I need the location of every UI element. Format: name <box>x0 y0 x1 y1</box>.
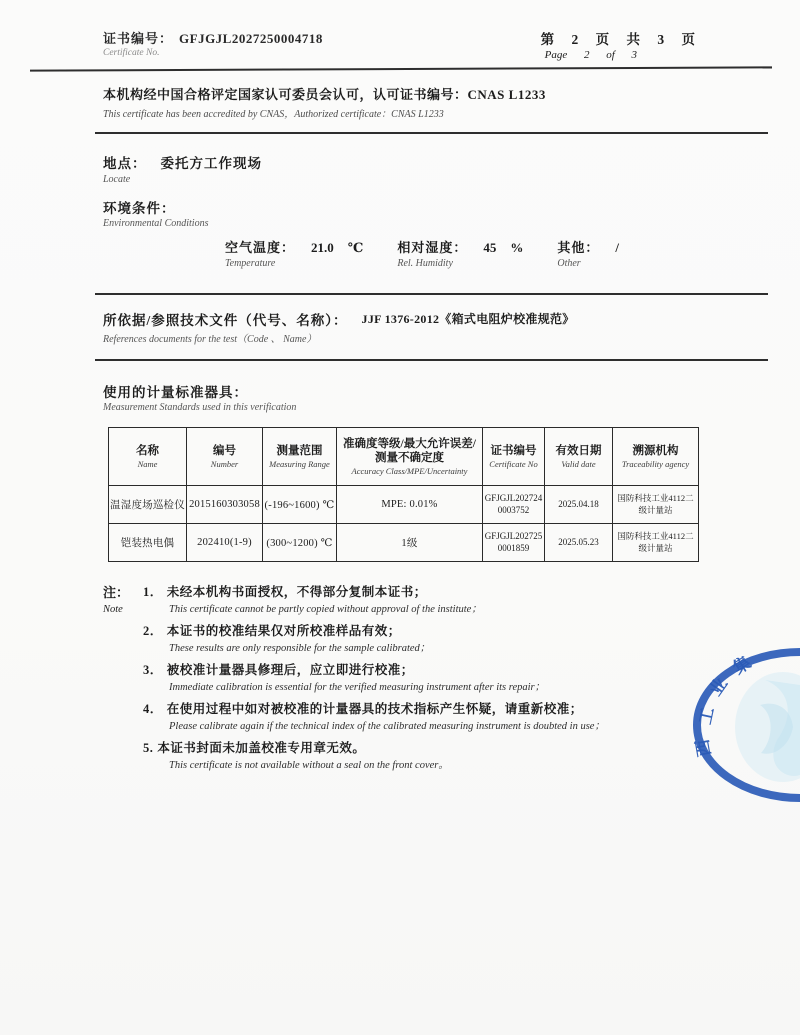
header-measuring-range: 测量范围 Measuring Range <box>263 428 337 486</box>
cell-range: (-196~1600) ℃ <box>263 486 337 524</box>
notes-label-en: Note <box>103 604 123 615</box>
page-header <box>0 28 800 61</box>
humidity-label-en: Rel. Humidity <box>397 258 453 269</box>
temperature-value: 21.0 <box>311 240 334 255</box>
accreditation-block <box>103 84 740 120</box>
header-accuracy: 准确度等级/最大允许误差/测量不确定度 Accuracy Class/MPE/Uncertainty <box>337 428 483 486</box>
note-number: 4． <box>143 702 163 716</box>
cell-number: 2015160303058 <box>187 486 263 524</box>
header-traceability-agency: 溯源机构 Traceability agency <box>613 428 699 486</box>
header-certificate-no: 证书编号 Certificate No <box>483 428 545 486</box>
note-text-en: Please calibrate again if the technical index of the calibrated measuring instrument is doubted in use； <box>169 721 605 732</box>
location-label: 地点： <box>103 156 147 171</box>
note-item <box>143 738 760 772</box>
note-number: 3． <box>143 663 163 677</box>
cert-no-label-en: Certificate No. <box>103 48 160 58</box>
cell-range: (300~1200) ℃ <box>263 524 337 562</box>
cell-valid-date: 2025.04.18 <box>545 486 613 524</box>
notes-label <box>103 582 143 777</box>
cell-name: 温湿度场巡检仪 <box>109 486 187 524</box>
humidity-label: 相对湿度： <box>397 240 468 255</box>
page-indicator-en: Page 2 of 3 <box>544 49 638 61</box>
standards-heading: 使用的计量标准器具： <box>103 385 248 400</box>
accreditation-divider <box>95 132 768 134</box>
temperature-unit: ℃ <box>347 240 364 255</box>
note-text-zh: 本证书的校准结果仅对所校准样品有效； <box>166 624 401 638</box>
humidity-unit: % <box>510 240 524 255</box>
env-conditions-label: 环境条件： <box>103 201 176 216</box>
cert-no-value: GFJGJL2027250004718 <box>179 31 323 46</box>
conditions-divider <box>95 293 768 295</box>
humidity-value: 45 <box>483 240 497 255</box>
other-label: 其他： <box>557 240 600 255</box>
seal-char: 集 <box>729 652 755 678</box>
location-value: 委托方工作现场 <box>160 156 262 171</box>
standards-table <box>108 427 699 562</box>
note-text-en: This certificate cannot be partly copied without approval of the institute； <box>169 604 482 615</box>
temperature-condition <box>225 237 363 269</box>
note-item <box>143 582 760 616</box>
location-label-en: Locate <box>103 174 131 185</box>
conditions-row <box>225 237 800 269</box>
standards-heading-en: Measurement Standards used in this verification <box>103 402 297 413</box>
note-item <box>143 621 760 655</box>
table-row <box>109 524 699 562</box>
references-label: 所依据/参照技术文件（代号、名称）： <box>103 313 348 328</box>
header-divider <box>30 66 772 71</box>
env-conditions-label-en: Environmental Conditions <box>103 218 209 229</box>
seal-char: 业 <box>705 674 732 700</box>
header-valid-date: 有效日期 Valid date <box>545 428 613 486</box>
seal-char: 工 <box>695 705 718 727</box>
references-label-en: References documents for the test（Code 、 Name） <box>103 334 317 345</box>
cell-number: 202410(1-9) <box>187 524 263 562</box>
seal-char: 西 <box>692 737 715 758</box>
note-text-en: Immediate calibration is essential for the verified measuring instrument after its repair； <box>169 682 546 693</box>
cell-agency: 国防科技工业4112二级计量站 <box>613 486 699 524</box>
temperature-label-en: Temperature <box>225 258 276 269</box>
header-name: 名称 Name <box>109 428 187 486</box>
notes-block <box>103 582 760 777</box>
humidity-condition <box>397 237 523 269</box>
cell-accuracy: MPE: 0.01% <box>337 486 483 524</box>
accreditation-text-en: This certificate has been accredited by CNAS，Authorized certificate：CNAS L1233 <box>103 109 444 120</box>
table-header-row <box>109 428 699 486</box>
standards-heading-block <box>103 381 800 413</box>
note-item <box>143 660 760 694</box>
note-number: 1． <box>143 585 163 599</box>
cell-valid-date: 2025.05.23 <box>545 524 613 562</box>
cell-certificate-no: GFJGJL202724 0003752 <box>483 486 545 524</box>
references-divider <box>95 359 768 361</box>
certificate-number-block <box>103 28 323 61</box>
references-block <box>103 309 760 345</box>
note-number: 2． <box>143 624 163 638</box>
note-text-zh: 本证书封面未加盖校准专用章无效。 <box>157 741 366 755</box>
page-indicator <box>541 28 697 61</box>
cell-certificate-no: GFJGJL202725 0001859 <box>483 524 545 562</box>
other-value: / <box>615 240 619 255</box>
note-text-zh: 在使用过程中如对被校准的计量器具的技术指标产生怀疑，请重新校准； <box>166 702 583 716</box>
notes-items <box>143 582 760 777</box>
note-text-en: These results are only responsible for the sample calibrated； <box>169 643 431 654</box>
note-item <box>143 699 760 733</box>
table-row <box>109 486 699 524</box>
header-number: 编号 Number <box>187 428 263 486</box>
references-value: JJF 1376-2012《箱式电阻炉校准规范》 <box>361 312 575 326</box>
note-text-zh: 未经本机构书面授权，不得部分复制本证书； <box>166 585 427 599</box>
note-text-zh: 被校准计量器具修理后，应立即进行校准； <box>166 663 414 677</box>
other-condition <box>557 237 619 269</box>
page-indicator-zh: 第 2 页 共 3 页 <box>540 32 697 47</box>
location-block <box>103 152 800 185</box>
notes-label-zh: 注： <box>103 585 130 600</box>
cell-agency: 国防科技工业4112二级计量站 <box>613 524 699 562</box>
cell-name: 铠装热电偶 <box>109 524 187 562</box>
note-text-en: This certificate is not available without a seal on the front cover。 <box>169 760 449 771</box>
environment-block <box>103 197 800 229</box>
temperature-label: 空气温度： <box>225 240 296 255</box>
other-label-en: Other <box>557 258 581 269</box>
cell-accuracy: 1级 <box>337 524 483 562</box>
cert-no-label: 证书编号： <box>103 31 174 46</box>
accreditation-text-zh: 本机构经中国合格评定国家认可委员会认可，认可证书编号：CNAS L1233 <box>103 87 546 102</box>
note-number: 5. <box>143 741 154 755</box>
